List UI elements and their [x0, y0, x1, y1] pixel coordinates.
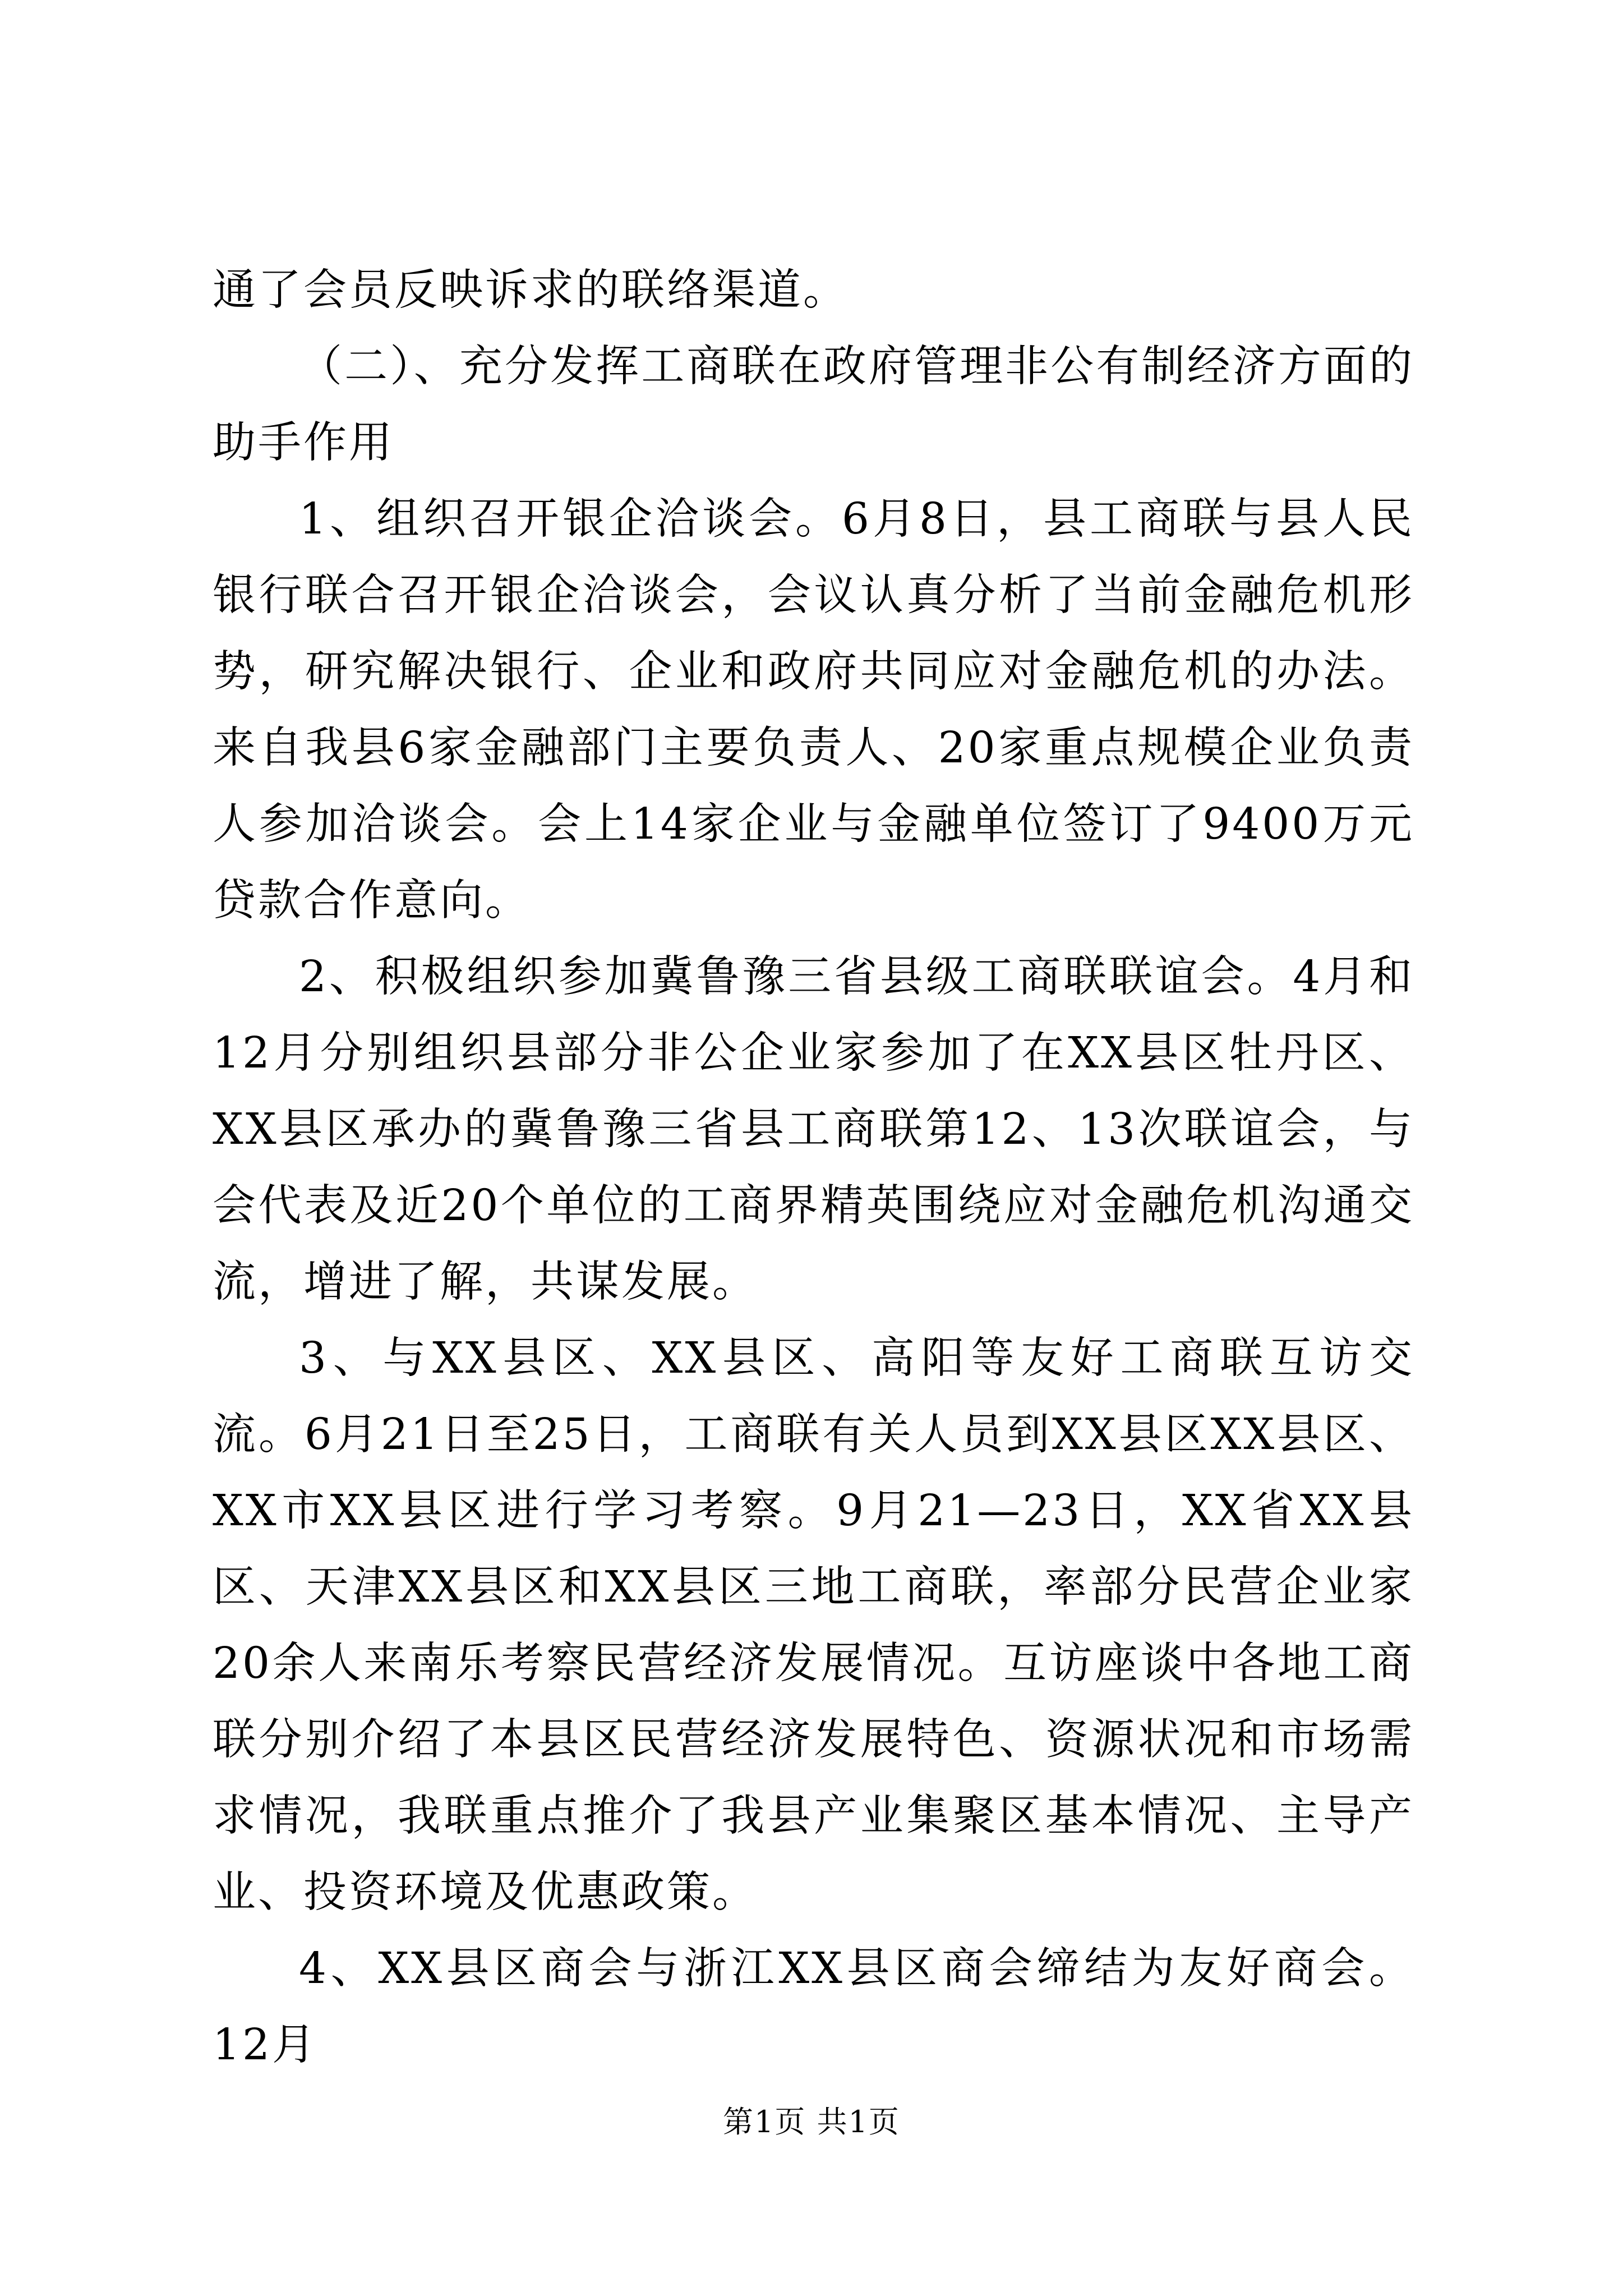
paragraph-item-3: 3、与XX县区、XX县区、高阳等友好工商联互访交流。6月21日至25日，工商联有关人员到XX县区XX县区、XX市XX县区进行学习考察。9月21—23日，XX省XX县区、天津XX县区和XX县区三地工商联，率部分民营企业家20余人来南乐考察民营经济发展情况。互访座谈中各地工商联分别介绍了本县区民营经济发展特色、资源状况和市场需求情况，我联重点推介了我县产业集聚区基本情况、主导产业、投资环境及优惠政策。 [213, 1333, 1414, 1917]
paragraph-item-4: 4、XX县区商会与浙江XX县区商会缔结为友好商会。12月 [213, 1944, 1414, 2070]
section-heading: （二）、充分发挥工商联在政府管理非公有制经济方面的助手作用 [213, 342, 1414, 468]
page-footer: 第1页 共1页 [723, 2104, 900, 2139]
paragraph-item-1: 1、组织召开银企洽谈会。6月8日，县工商联与县人民银行联合召开银企洽谈会，会议认真分析了当前金融危机形势，研究解决银行、企业和政府共同应对金融危机的办法。来自我县6家金融部门主要负责人、20家重点规模企业负责人参加洽谈会。会上14家企业与金融单位签订了9400万元贷款合作意向。 [213, 494, 1414, 926]
document-body [213, 252, 1414, 2083]
paragraph-continuation: 通了会员反映诉求的联络渠道。 [213, 265, 849, 315]
paragraph-item-2: 2、积极组织参加冀鲁豫三省县级工商联联谊会。4月和12月分别组织县部分非公企业家参加了在XX县区牡丹区、XX县区承办的冀鲁豫三省县工商联第12、13次联谊会，与会代表及近20个单位的工商界精英围绕应对金融危机沟通交流，增进了解，共谋发展。 [213, 952, 1414, 1307]
